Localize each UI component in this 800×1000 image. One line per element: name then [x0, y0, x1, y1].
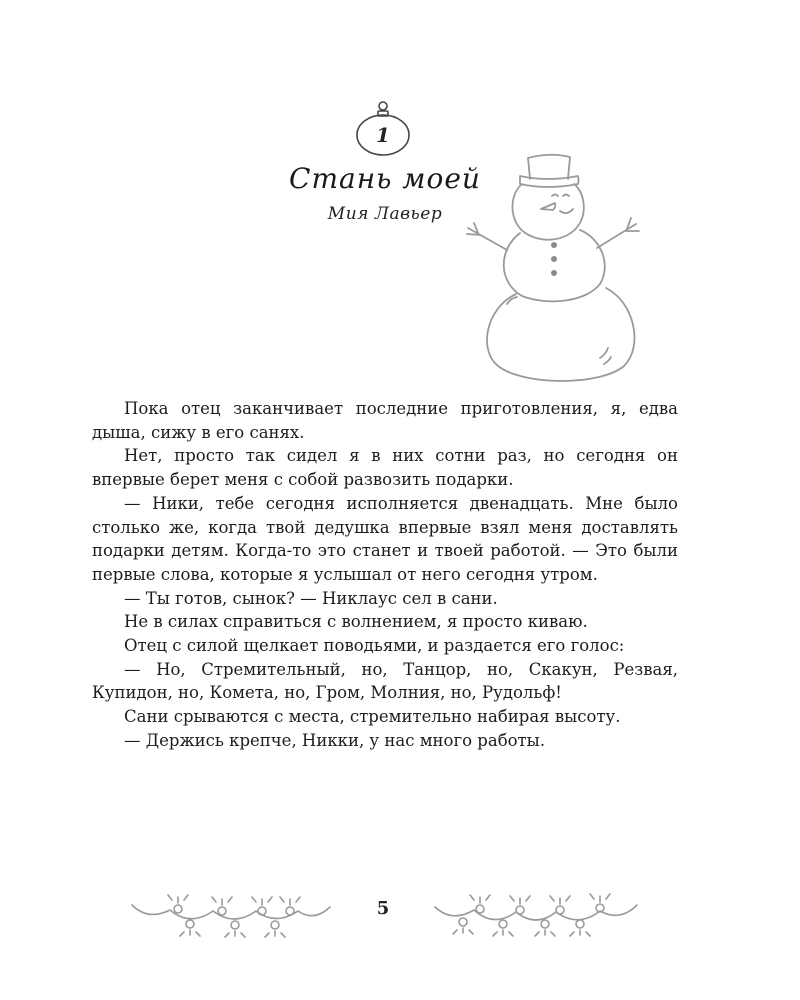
chapter-author: Мия Лавьер: [327, 204, 443, 224]
paragraph: — Ты готов, сынок? — Никлаус сел в сани.: [124, 588, 498, 608]
paragraph: Нет, просто так сидел я в них сотни раз, но сегодня он впервые берет меня с собой развозить подарки.: [92, 446, 678, 490]
paragraph: — Ники, тебе сегодня исполняется двенадцать. Мне было столько же, когда твой дедушка впервые взял меня доставлять подарки детям. Когда-то это станет и твоей работой. — Это были первые слова, которые я услышал от него сегодня утром.: [92, 493, 678, 584]
garland-right-icon: [435, 894, 637, 936]
paragraph: Пока отец заканчивает последние приготовления, я, едва дыша, сижу в его санях.: [92, 399, 678, 442]
snowman-buttons: [551, 242, 557, 276]
paragraph: Отец с силой щелкает поводьями, и раздается его голос:: [124, 636, 625, 656]
paragraph: Не в силах справиться с волнением, я просто киваю.: [124, 612, 588, 632]
chapter-body: [92, 397, 678, 753]
garland-left-icon: [132, 895, 330, 937]
page-number: 5: [376, 898, 390, 919]
paragraph: Сани срываются с места, стремительно набирая высоту.: [124, 707, 621, 727]
paragraph: — Но, Стремительный, но, Танцор, но, Скакун, Резвая, Купидон, но, Комета, но, Гром, Молния, но, Рудольф!: [92, 659, 678, 703]
paragraph: — Держись крепче, Никки, у нас много работы.: [124, 730, 546, 750]
chapter-number: 1: [376, 123, 390, 147]
chapter-title: Стань моей: [289, 162, 481, 195]
